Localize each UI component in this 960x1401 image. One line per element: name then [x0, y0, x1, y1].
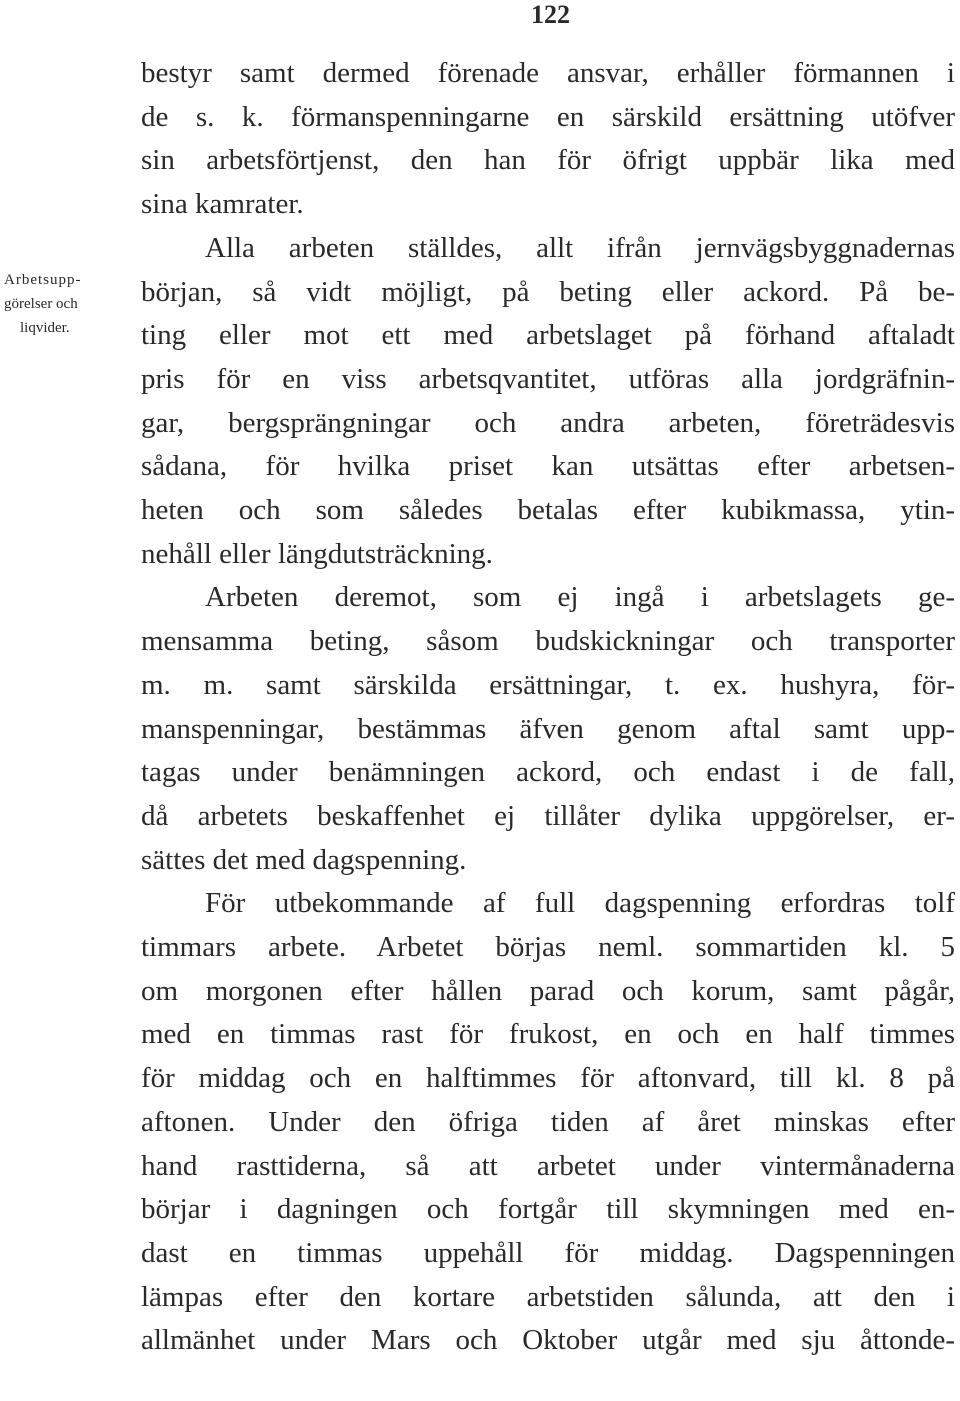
text-line: nehåll eller längdutsträckning. — [141, 537, 493, 570]
text-line: pris för en viss arbetsqvantitet, utföras alla jordgräfnin- — [141, 362, 955, 395]
text-line: gar, bergsprängningar och andra arbeten, företrädesvis — [141, 406, 955, 439]
text-line: dast en timmas uppehåll för middag. Dagspenningen — [141, 1236, 955, 1269]
text-line: sådana, för hvilka priset kan utsättas efter arbetsen- — [141, 450, 955, 483]
text-line: för middag och en halftimmes för aftonvard, till kl. 8 på — [141, 1062, 955, 1095]
text-line: sina kamrater. — [141, 188, 304, 221]
text-line: ting eller mot ett med arbetslaget på förhand aftaladt — [141, 319, 955, 352]
text-line: om morgonen efter hållen parad och korum, samt pågår, — [141, 974, 955, 1007]
text-line: lämpas efter den kortare arbetstiden sålunda, att den i — [141, 1280, 955, 1313]
text-line: Alla arbeten ställdes, allt ifrån jernvägsbyggnadernas — [205, 231, 955, 264]
text-line: manspenningar, bestämmas äfven genom aftal samt upp- — [141, 712, 955, 745]
text-line: Arbeten deremot, som ej ingå i arbetslagets ge- — [205, 581, 955, 614]
text-line: sin arbetsförtjenst, den han för öfrigt uppbär lika med — [141, 144, 955, 177]
text-line: mensamma beting, såsom budskickningar och transporter — [141, 625, 955, 658]
text-line: hand rasttiderna, så att arbetet under vintermånaderna — [141, 1149, 955, 1182]
text-line: m. m. samt särskilda ersättningar, t. ex. hushyra, för- — [141, 668, 955, 701]
text-line: allmänhet under Mars och Oktober utgår med sju åttonde- — [141, 1324, 955, 1357]
text-line: timmars arbete. Arbetet börjas neml. sommartiden kl. 5 — [141, 931, 955, 964]
margin-note-line: görelser och — [4, 296, 78, 312]
margin-note-line: liqvider. — [20, 320, 70, 336]
text-line: de s. k. förmanspenningarne en särskild ersättning utöfver — [141, 100, 955, 133]
body-text — [141, 52, 955, 1363]
margin-note-line: Arbetsupp- — [4, 272, 82, 288]
margin-note — [4, 268, 139, 340]
page-number: 122 — [531, 0, 570, 29]
text-line: bestyr samt dermed förenade ansvar, erhåller förmannen i — [141, 57, 955, 89]
text-line: För utbekommande af full dagspenning erfordras tolf — [205, 887, 955, 920]
text-line: aftonen. Under den öfriga tiden af året minskas efter — [141, 1105, 955, 1138]
text-line: med en timmas rast för frukost, en och en half timmes — [141, 1018, 955, 1051]
text-line: sättes det med dagspenning. — [141, 843, 467, 876]
text-line: heten och som således betalas efter kubikmassa, ytin- — [141, 494, 955, 527]
text-line: början, så vidt möjligt, på beting eller ackord. På be- — [141, 275, 955, 308]
text-line: börjar i dagningen och fortgår till skymningen med en- — [141, 1193, 955, 1226]
text-line: då arbetets beskaffenhet ej tillåter dylika uppgörelser, er- — [141, 799, 955, 832]
text-line: tagas under benämningen ackord, och endast i de fall, — [141, 756, 955, 789]
